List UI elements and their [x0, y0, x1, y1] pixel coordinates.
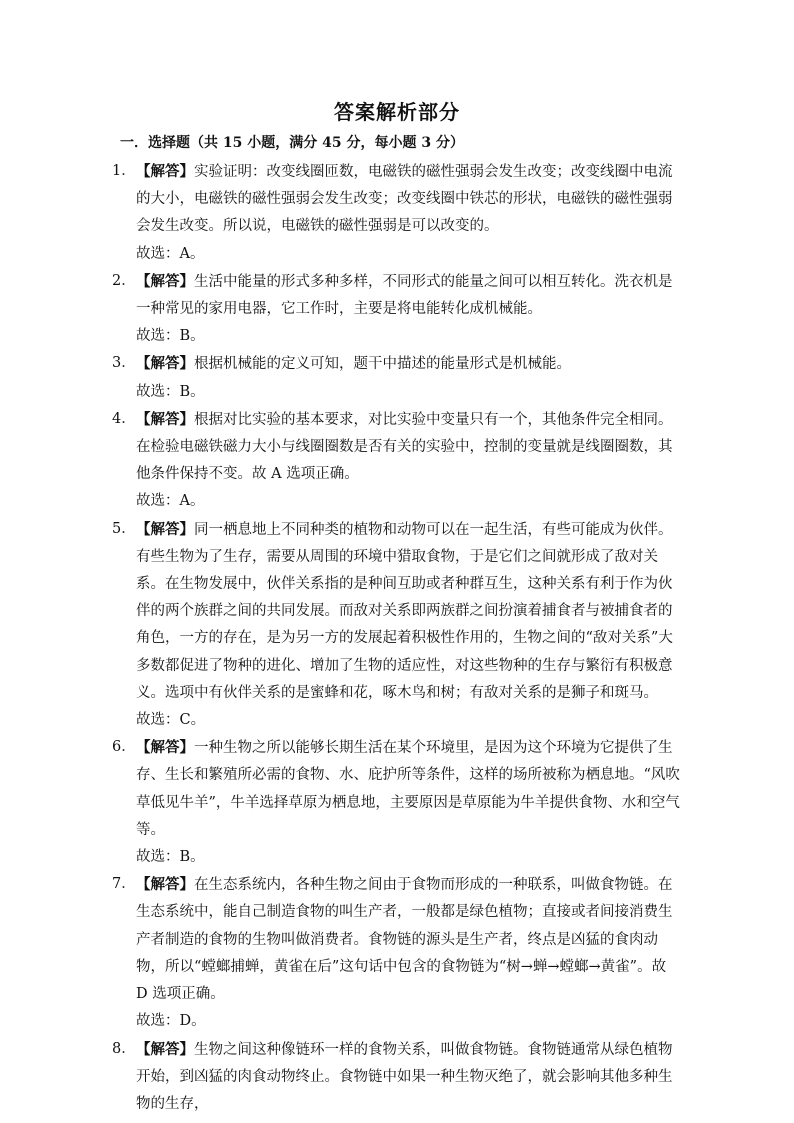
choice-line: 故选：A。: [136, 493, 205, 510]
answer-tag: 【解答】: [136, 876, 194, 894]
answer-text: 实验证明：改变线圈匝数，电磁铁的磁性强弱会发生改变；改变线圈中电流的大小，电磁铁的磁性强弱会发生改变；改变线圈中铁芯的形状，电磁铁的磁性强弱会发生改变。所以说，电磁铁的磁性强弱是可以改变的。: [136, 164, 673, 235]
answer-tag: 【解答】: [136, 272, 194, 290]
item-number: 4．: [112, 410, 136, 427]
item-number: 6．: [112, 739, 136, 756]
choice-line: 故选：B。: [136, 383, 205, 400]
answer-text: 在生态系统内，各种生物之间由于食物而形成的一种联系，叫做食物链。在生态系统中，能自己制造食物的叫生产者，一般都是绿色植物；直接或者间接消费生产者制造的食物的生物叫做消费者。食物链的源头是生产者，终点是凶猛的食肉动物，所以“螳螂捕蝉，黄雀在后”这句话中包含的食物链为“树→蝉→螳螂→黄雀”。故 D 选项正确。: [136, 877, 673, 1003]
choice-line: 故选：A。: [136, 245, 205, 262]
answer-tag: 【解答】: [136, 520, 194, 538]
answer-list: [112, 158, 680, 1118]
answer-text: 一种生物之所以能够长期生活在某个环境里，是因为这个环境为它提供了生存、生长和繁殖所必需的食物、水、庇护所等条件，这样的场所被称为栖息地。“风吹草低见牛羊”，牛羊选择草原为栖息地，主要原因是草原能为牛羊提供食物、水和空气等。: [136, 740, 680, 838]
choice-line: 故选：C。: [136, 712, 206, 729]
item-number: 3．: [112, 355, 136, 372]
answer-item-5: [112, 516, 680, 735]
item-number: 5．: [112, 520, 136, 537]
choice-line: 故选：B。: [136, 328, 205, 345]
item-number: 1．: [112, 163, 136, 179]
answer-text: 根据机械能的定义可知，题干中描述的能量形式是机械能。: [194, 356, 571, 373]
item-number: 2．: [112, 272, 136, 289]
answer-item-2: [112, 268, 680, 351]
answer-item-8: [112, 1036, 680, 1119]
item-number: 7．: [112, 876, 136, 893]
choice-line: 故选：B。: [136, 849, 205, 866]
item-number: 8．: [112, 1040, 136, 1057]
answer-text: 同一栖息地上不同种类的植物和动物可以在一起生活，有些可能成为伙伴。有些生物为了生存，需要从周围的环境中猎取食物，于是它们之间就形成了敌对关系。在生物发展中，伙伴关系指的是种间互助或者种群互生，这种关系有利于作为伙伴的两个族群之间的共同发展。而敌对关系即两族群之间扮演着捕食者与被捕食者的角色，一方的存在，是为另一方的发展起着积极性作用的，生物之间的“敌对关系”大多数都促进了物种的进化、增加了生物的适应性，对这些物种的生存与繁衍有积极意义。选项中有伙伴关系的是蜜蜂和花，啄木鸟和树；有敌对关系的是狮子和斑马。: [136, 521, 673, 701]
answer-item-7: [112, 871, 680, 1035]
answer-text: 根据对比实验的基本要求，对比实验中变量只有一个，其他条件完全相同。在检验电磁铁磁力大小与线圈圈数是否有关的实验中，控制的变量就是线圈圈数，其他条件保持不变。故 A 选项正确。: [136, 411, 673, 483]
answer-text: 生物之间这种像链环一样的食物关系，叫做食物链。食物链通常从绿色植物开始，到凶猛的肉食动物终止。食物链中如果一种生物灭绝了，就会影响其他多种生物的生存，: [136, 1041, 673, 1112]
answer-tag: 【解答】: [136, 163, 194, 180]
answer-item-6: [112, 734, 680, 871]
section-heading: 一．选择题（共 15 小题，满分 45 分，每小题 3 分）: [120, 135, 464, 151]
answer-tag: 【解答】: [136, 410, 194, 428]
answer-item-4: [112, 406, 680, 516]
answer-tag: 【解答】: [136, 739, 194, 757]
page-title: 答案解析部分: [334, 100, 460, 124]
answer-item-3: [112, 350, 680, 405]
answer-text: 生活中能量的形式多种多样，不同形式的能量之间可以相互转化。洗衣机是一种常见的家用电器，它工作时，主要是将电能转化成机械能。: [136, 273, 673, 318]
answer-item-1: [112, 158, 680, 268]
choice-line: 故选：D。: [136, 1013, 206, 1030]
answer-tag: 【解答】: [136, 1040, 194, 1058]
answer-tag: 【解答】: [136, 355, 194, 373]
